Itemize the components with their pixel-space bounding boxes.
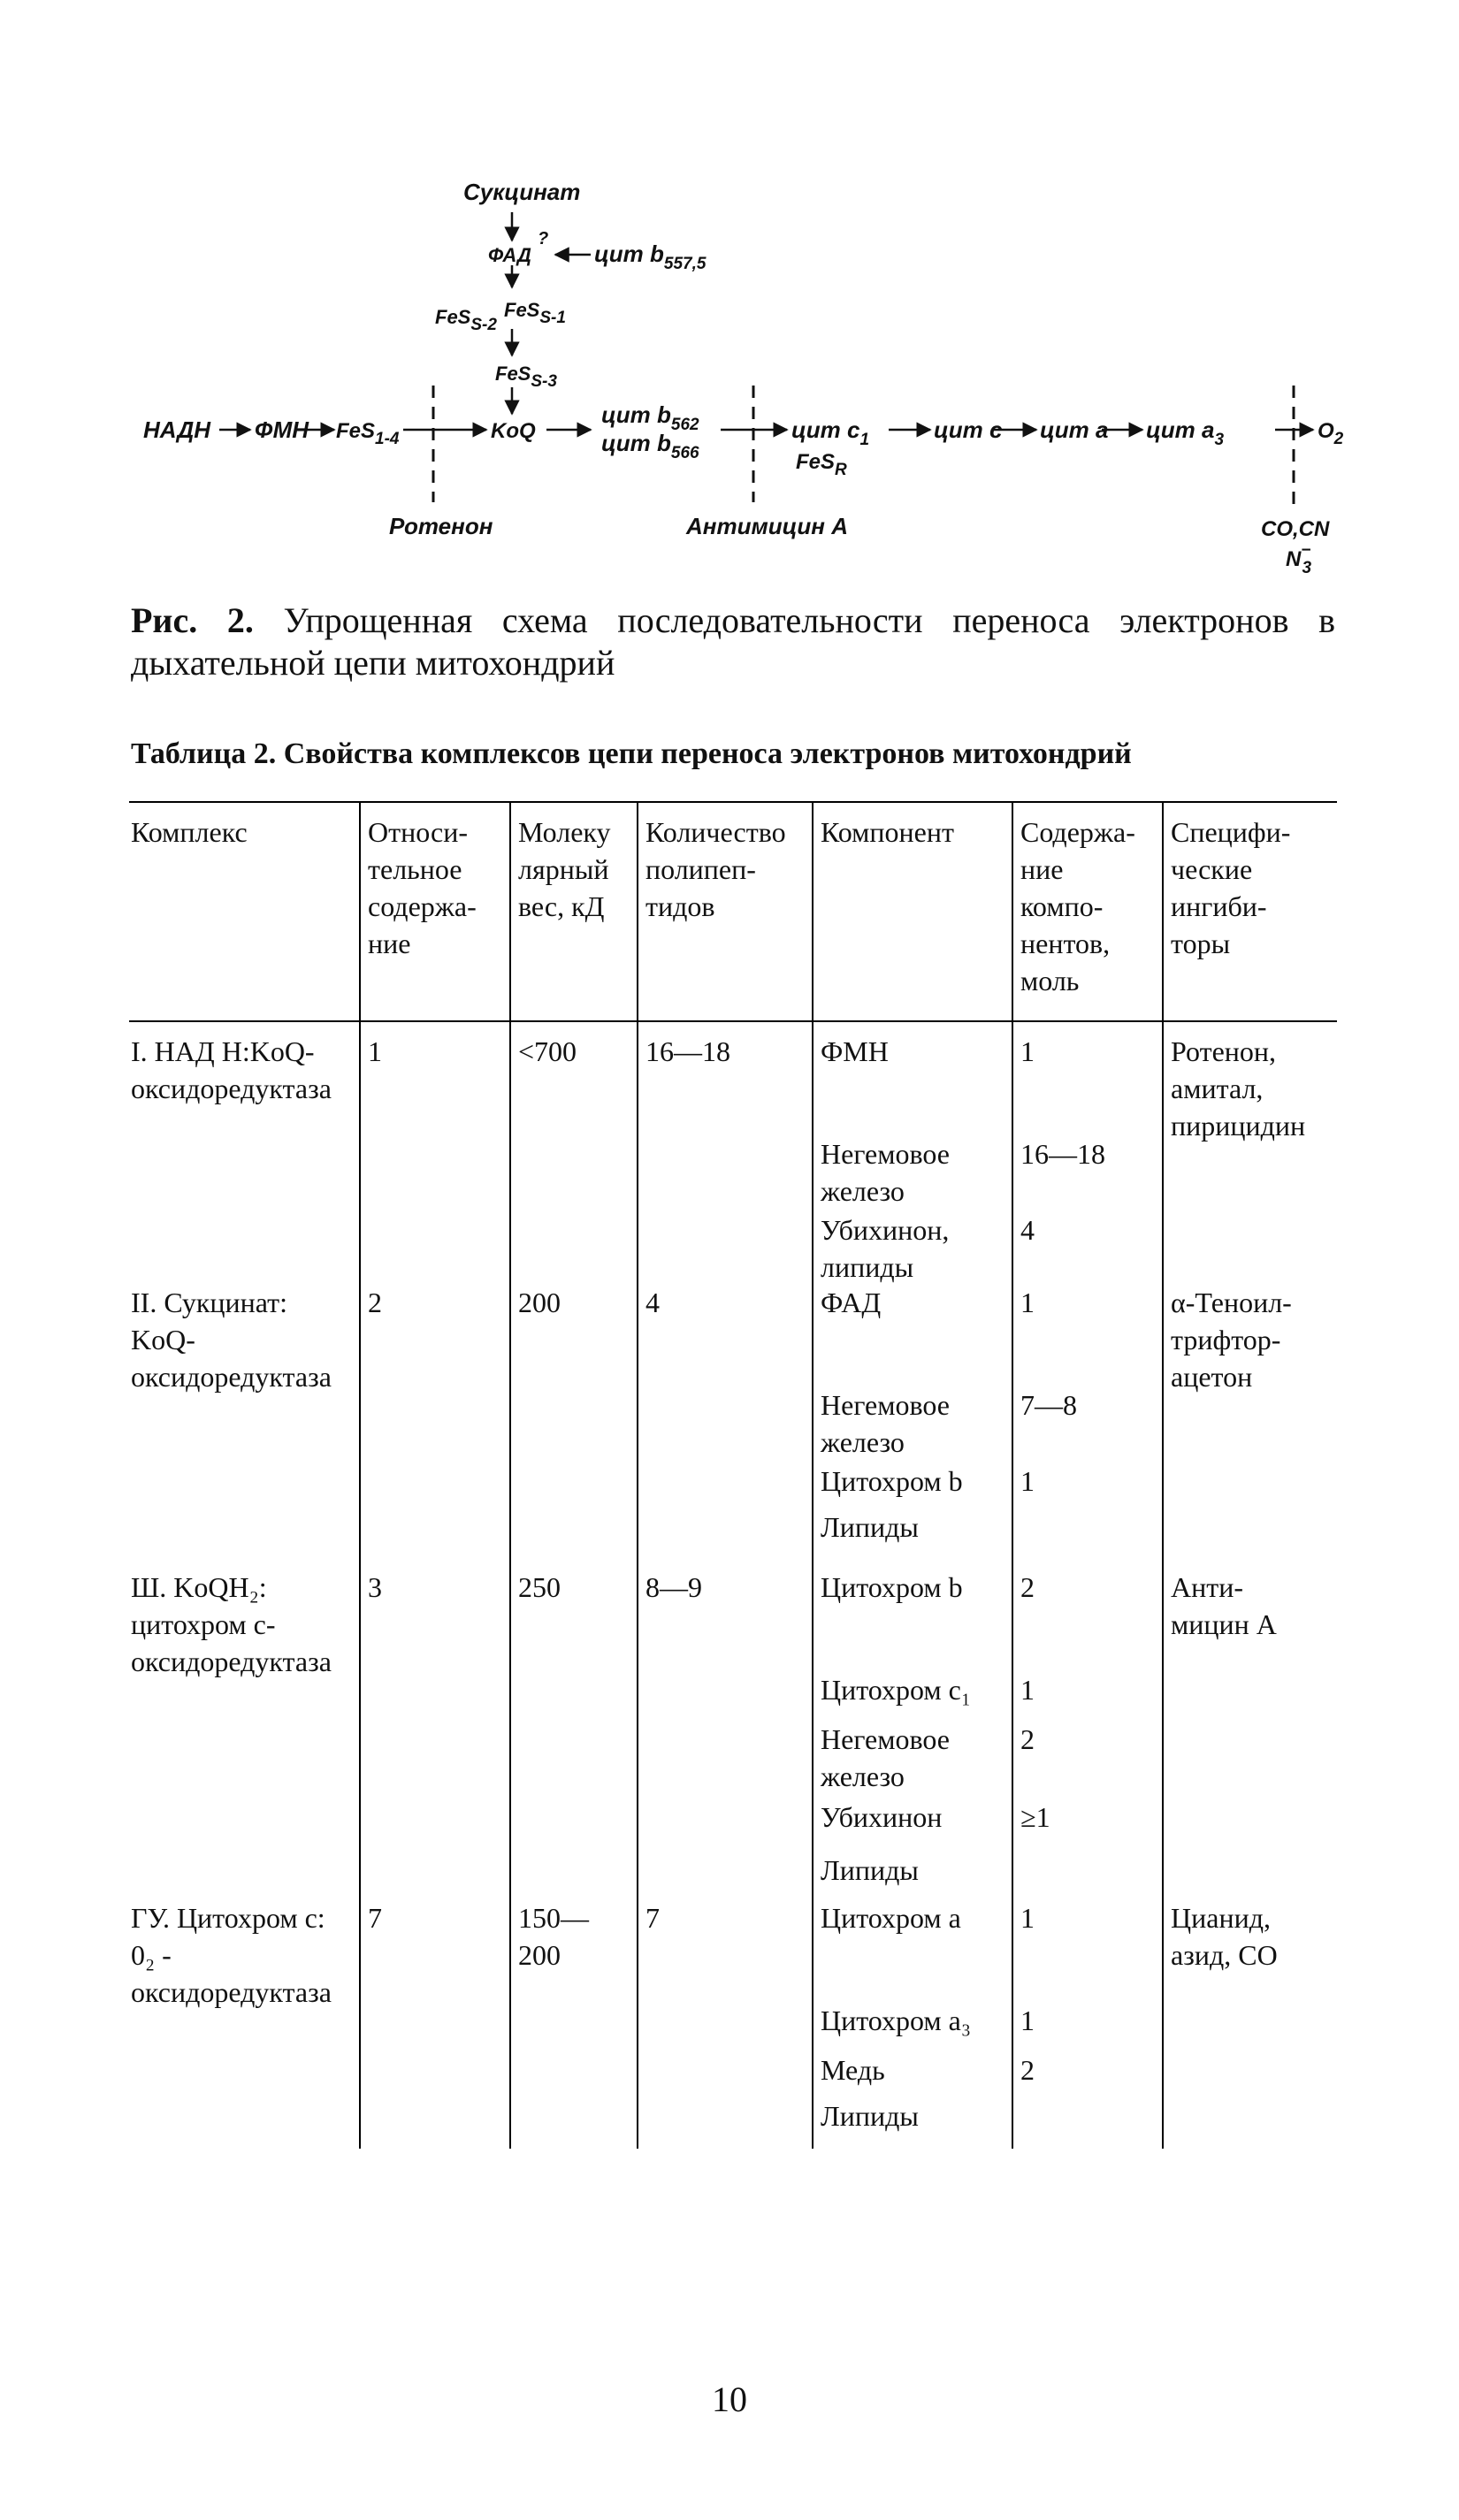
fes-s3-label: FeSS-3 xyxy=(495,363,557,391)
column-divider xyxy=(509,803,511,2149)
molecular-weight: 150— xyxy=(518,1902,589,1934)
cyt-b5575-label: цит $b_{557,5}$ xyxy=(594,241,707,273)
rotenone-label: Ротенон xyxy=(389,513,493,539)
nadh-label: НАДН xyxy=(143,416,211,443)
complex-name: оксидоредуктаза xyxy=(131,1976,332,2008)
inhibitor: Ротенон, xyxy=(1171,1035,1277,1067)
component-name: Липиды xyxy=(821,2100,919,2132)
antimycin-label: Антимицин А xyxy=(686,513,848,539)
component-amount: 4 xyxy=(1020,1214,1035,1246)
component-name: ФМН xyxy=(821,1035,889,1067)
complex-name: Ш. KoQH₂: xyxy=(131,1571,267,1603)
component-name: Убихинон xyxy=(821,1801,943,1833)
column-header: ческие xyxy=(1171,853,1253,885)
column-header: Компонент xyxy=(821,816,954,848)
table-top-rule xyxy=(129,801,1337,803)
component-amount: 7—8 xyxy=(1020,1389,1077,1421)
column-header: Молеку xyxy=(518,816,611,848)
koq-label: KoQ xyxy=(491,419,536,443)
component-name: железо xyxy=(821,1175,905,1207)
component-name: железо xyxy=(821,1760,905,1792)
component-name: Убихинон, xyxy=(821,1214,950,1246)
column-header: ние xyxy=(368,928,411,959)
page-number: 10 xyxy=(712,2379,747,2419)
complex-name: I. НАД Н:KoQ- xyxy=(131,1035,315,1067)
column-divider xyxy=(359,803,361,2149)
column-header: Комплекс xyxy=(131,816,248,848)
component-amount: 1 xyxy=(1020,1902,1035,1934)
inhibitor: азид, CO xyxy=(1171,1939,1278,1971)
polypeptide-count: 16—18 xyxy=(645,1035,730,1067)
caption-text: Упрощенная схема последовательности переноса электронов в дыхательной цепи митохондрий xyxy=(131,600,1335,683)
column-header: лярный xyxy=(518,853,609,885)
component-name: Негемовое xyxy=(821,1138,950,1170)
component-amount: 1 xyxy=(1020,1465,1035,1497)
component-amount: 1 xyxy=(1020,1674,1035,1706)
inhibitor: ацетон xyxy=(1171,1361,1253,1393)
fad-label: ФАД xyxy=(488,244,531,266)
column-header: ние xyxy=(1020,853,1064,885)
component-amount: 2 xyxy=(1020,2054,1035,2086)
polypeptide-count: 8—9 xyxy=(645,1571,702,1603)
column-divider xyxy=(637,803,638,2149)
inhibitor: мицин А xyxy=(1171,1608,1277,1640)
polypeptide-count: 7 xyxy=(645,1902,660,1934)
component-name: Цитохром c₁ xyxy=(821,1674,971,1706)
electron-transport-scheme xyxy=(0,0,1459,610)
complex-name: II. Сукцинат: xyxy=(131,1287,288,1318)
polypeptide-count: 4 xyxy=(645,1287,660,1318)
molecular-weight: <700 xyxy=(518,1035,577,1067)
component-name: Липиды xyxy=(821,1854,919,1886)
fes-s1-label: FeSS-1 xyxy=(504,299,566,327)
inhibitor: пирицидин xyxy=(1171,1110,1306,1142)
relative-content: 7 xyxy=(368,1902,382,1934)
component-name: Цитохром a₃ xyxy=(821,2005,971,2036)
fmn-label: ФМН xyxy=(255,416,309,443)
cyt-c1-label: цит $c_1$ xyxy=(791,416,870,449)
cyt-b562-label: цит $b_{562}$ xyxy=(601,401,699,434)
component-amount: ≥1 xyxy=(1020,1801,1050,1833)
component-name: Цитохром a xyxy=(821,1902,961,1934)
column-header: Специфи- xyxy=(1171,816,1291,848)
component-amount: 1 xyxy=(1020,1287,1035,1318)
succinate-label: Сукцинат xyxy=(463,179,581,205)
complex-name: 0₂ - xyxy=(131,1939,172,1971)
component-amount: 1 xyxy=(1020,1035,1035,1067)
column-header: ингиби- xyxy=(1171,890,1267,922)
question-mark: ? xyxy=(538,229,549,248)
cyt-a-label: цит a xyxy=(1040,416,1109,443)
component-name: Негемовое xyxy=(821,1723,950,1755)
complex-name: оксидоредуктаза xyxy=(131,1073,332,1104)
component-amount: 2 xyxy=(1020,1571,1035,1603)
column-divider xyxy=(1162,803,1164,2149)
table-title: Таблица 2. Свойства комплексов цепи переноса электронов митохондрий xyxy=(131,737,1132,770)
column-header: вес, кД xyxy=(518,890,605,922)
complex-name: оксидоредуктаза xyxy=(131,1646,332,1677)
component-name: Цитохром b xyxy=(821,1571,963,1603)
column-divider xyxy=(1012,803,1013,2149)
o2-label: $O_2$ xyxy=(1318,419,1344,448)
component-name: железо xyxy=(821,1426,905,1458)
component-name: липиды xyxy=(821,1251,914,1283)
column-header: торы xyxy=(1171,928,1231,959)
column-header: моль xyxy=(1020,965,1080,997)
column-header: тельное xyxy=(368,853,462,885)
component-name: ФАД xyxy=(821,1287,882,1318)
component-amount: 1 xyxy=(1020,2005,1035,2036)
relative-content: 2 xyxy=(368,1287,382,1318)
column-divider xyxy=(812,803,814,2149)
relative-content: 1 xyxy=(368,1035,382,1067)
complex-name: KoQ- xyxy=(131,1324,195,1355)
fes-r-label: FeS$_R$ xyxy=(796,450,847,479)
cyt-c-label: цит c xyxy=(934,416,1003,443)
component-name: Липиды xyxy=(821,1511,919,1543)
cyt-a3-label: цит $a_3$ xyxy=(1146,416,1225,449)
column-header: тидов xyxy=(645,890,715,922)
co-cn-label: CO,CN xyxy=(1261,517,1330,541)
caption-lead: Рис. 2. xyxy=(131,600,254,640)
complex-name: ГУ. Цитохром с: xyxy=(131,1902,325,1934)
complex-name: оксидоредуктаза xyxy=(131,1361,332,1393)
column-header: Содержа- xyxy=(1020,816,1135,848)
column-header: содержа- xyxy=(368,890,477,922)
inhibitor: Цианид, xyxy=(1171,1902,1271,1934)
azide-label: N− 3 xyxy=(1286,541,1312,577)
inhibitor: трифтор- xyxy=(1171,1324,1281,1355)
component-name: Негемовое xyxy=(821,1389,950,1421)
component-name: Цитохром b xyxy=(821,1465,963,1497)
complex-name: цитохром с- xyxy=(131,1608,276,1640)
molecular-weight: 200 xyxy=(518,1939,561,1971)
inhibitor: амитал, xyxy=(1171,1073,1264,1104)
inhibitor: Анти- xyxy=(1171,1571,1243,1603)
component-amount: 16—18 xyxy=(1020,1138,1105,1170)
column-header: полипеп- xyxy=(645,853,756,885)
column-header: нентов, xyxy=(1020,928,1111,959)
column-header: Количество xyxy=(645,816,786,848)
table-header-rule xyxy=(129,1020,1337,1022)
cyt-b566-label: цит $b_{566}$ xyxy=(601,430,699,462)
fes-14-label: FeS$_{1-4}$ xyxy=(336,419,400,448)
column-header: компо- xyxy=(1020,890,1104,922)
component-name: Медь xyxy=(821,2054,885,2086)
molecular-weight: 250 xyxy=(518,1571,561,1603)
molecular-weight: 200 xyxy=(518,1287,561,1318)
relative-content: 3 xyxy=(368,1571,382,1603)
inhibitor: α-Теноил- xyxy=(1171,1287,1292,1318)
column-header: Относи- xyxy=(368,816,468,848)
fes-s2-label: FeSS-2 xyxy=(435,306,497,334)
figure-caption xyxy=(131,599,1335,684)
component-amount: 2 xyxy=(1020,1723,1035,1755)
